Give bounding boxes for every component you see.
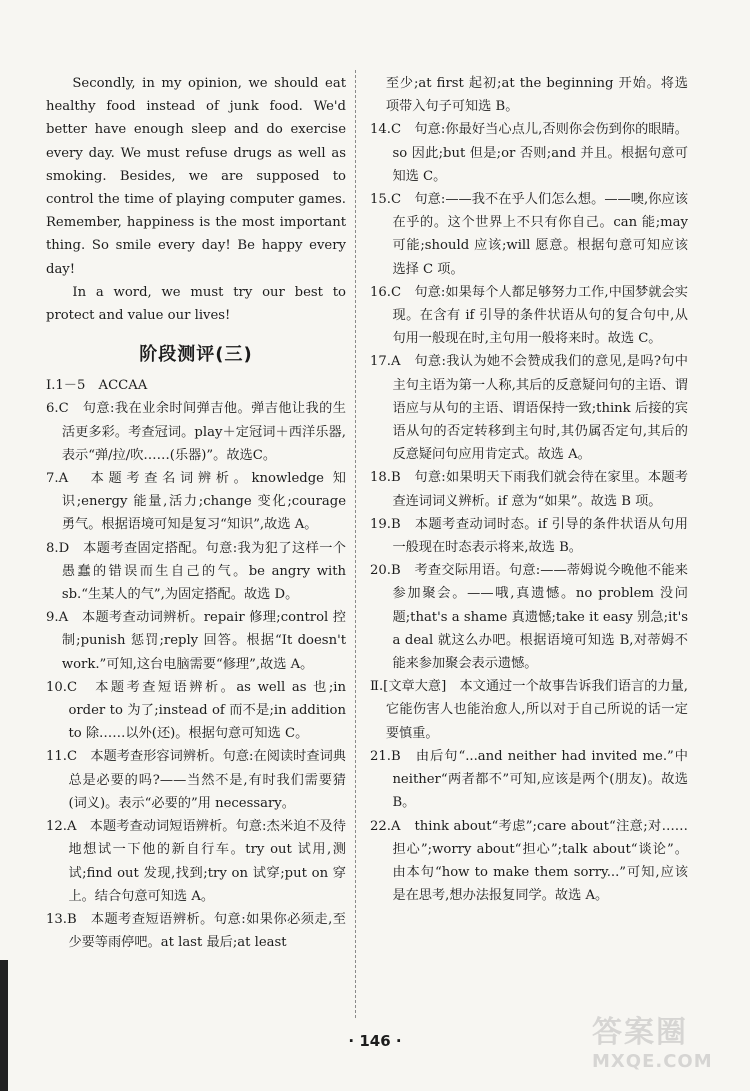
- column-divider: [355, 70, 356, 1018]
- answer-item: 16.C 句意:如果每个人都足够努力工作,中国梦就会实现。在含有 if 引导的条件状语从句的复合句中,从句用一般现在时,主句用一般将来时。故选 C。: [370, 284, 688, 347]
- answer-item: 13.B 本题考查短语辨析。句意:如果你必须走,至少要等雨停吧。at last 最后;at least: [46, 911, 346, 951]
- essay-paragraph-1: Secondly, in my opinion, we should eat healthy food instead of junk food. We'd better have enough sleep and do exercise every day. We must refuse drugs as well as smoking. Besides, we are supposed to control the time of playing computer games. Remember, happiness is the most important thing. So smile every day! Be happy every day!: [46, 76, 346, 277]
- answer-item: Ⅰ.1－5 ACCAA: [46, 378, 148, 394]
- answer-item-continued: 至少;at first 起初;at the beginning 开始。将选项带入句子可知选 B。: [385, 76, 688, 115]
- answer-item: 7.A 本题考查名词辨析。knowledge 知识;energy 能量,活力;change 变化;courage 勇气。根据语境可知是复习“知识”,故选 A。: [46, 471, 346, 533]
- answer-item: 8.D 本题考查固定搭配。句意:我为犯了这样一个愚蠢的错误而生自己的气。be angry with sb.“生某人的气”,为固定搭配。故选 D。: [46, 540, 346, 603]
- answer-item: 22.A think about“考虑”;care about“注意;对……担心”;worry about“担心”;talk about“谈论”。由本句“how to make them sorry...”可知,应该是在思考,想办法报复同学。故选 A。: [370, 818, 688, 904]
- essay-paragraph-2: In a word, we must try our best to protect and value our lives!: [46, 284, 346, 324]
- answer-item: 6.C 句意:我在业余时间弹吉他。弹吉他让我的生活更多彩。考查冠词。play＋定冠词＋西洋乐器,表示“弹/拉/吹……(乐器)”。故选C。: [46, 401, 346, 463]
- answer-item: 11.C 本题考查形容词辨析。句意:在阅读时查词典总是必要的吗?——当然不是,有时我们需要猜(词义)。表示“必要的”用 necessary。: [46, 749, 346, 811]
- page-edge-shadow: [0, 960, 8, 1091]
- answer-item: 17.A 句意:我认为她不会赞成我们的意见,是吗?句中主句主语为第一人称,其后的反意疑问句的主语、谓语应与从句的主语、谓语保持一致;think 后接的宾语从句的否定转移到主句时,其仍属否定句,其后的反意疑问句应用肯定式。故选 A。: [370, 354, 688, 463]
- answer-item: 15.C 句意:——我不在乎人们怎么想。——噢,你应该在乎的。这个世界上不只有你自己。can 能;may 可能;should 应该;will 愿意。根据句意可知应该选择 C 项。: [370, 192, 688, 277]
- answer-item: 9.A 本题考查动词辨析。repair 修理;control 控制;punish 惩罚;reply 回答。根据“It doesn't work.”可知,这台电脑需要“修理”,故选 A。: [46, 610, 346, 672]
- answer-item: 14.C 句意:你最好当心点儿,否则你会伤到你的眼睛。so 因此;but 但是;or 否则;and 并且。根据句意可知选 C。: [370, 122, 688, 184]
- answer-item: 20.B 考查交际用语。句意:——蒂姆说今晚他不能来参加聚会。——哦,真遗憾。no problem 没问题;that's a shame 真遗憾;take it easy 别急;it's a deal 就这么办吧。根据语境可知选 B,对蒂姆不能来参加聚会表示遗憾。: [370, 563, 688, 672]
- section-title: 阶段测评(三): [139, 344, 253, 366]
- answer-item: 19.B 本题考查动词时态。if 引导的条件状语从句用一般现在时态表示将来,故选 B。: [370, 516, 688, 556]
- answer-item: 21.B 由后句“...and neither had invited me.”中 neither“两者都不”可知,应该是两个(朋友)。故选 B。: [370, 748, 688, 811]
- answer-item: 12.A 本题考查动词短语辨析。句意:杰米迫不及待地想试一下他的新自行车。try out 试用,测试;find out 发现,找到;try on 试穿;put on 穿上。结合句意可知选 A。: [46, 819, 346, 904]
- watermark-logo: [592, 1007, 732, 1077]
- left-column: [46, 72, 346, 954]
- passage-summary: Ⅱ.[文章大意] 本文通过一个故事告诉我们语言的力量,它能伤害人也能治愈人,所以对于自己所说的话一定要慎重。: [370, 679, 688, 741]
- right-column: [370, 72, 688, 907]
- page-number: · 146 ·: [348, 1032, 402, 1050]
- watermark-url: MXQE.COM: [592, 1051, 713, 1072]
- watermark-text: 答案圈: [592, 1015, 688, 1050]
- answer-item: 18.B 句意:如果明天下雨我们就会待在家里。本题考查连词词义辨析。if 意为“如果”。故选 B 项。: [370, 470, 688, 509]
- answer-item: 10.C 本题考查短语辨析。as well as 也;in order to 为了;instead of 而不是;in addition to 除……以外(还)。根据句意可知选 C。: [46, 679, 346, 742]
